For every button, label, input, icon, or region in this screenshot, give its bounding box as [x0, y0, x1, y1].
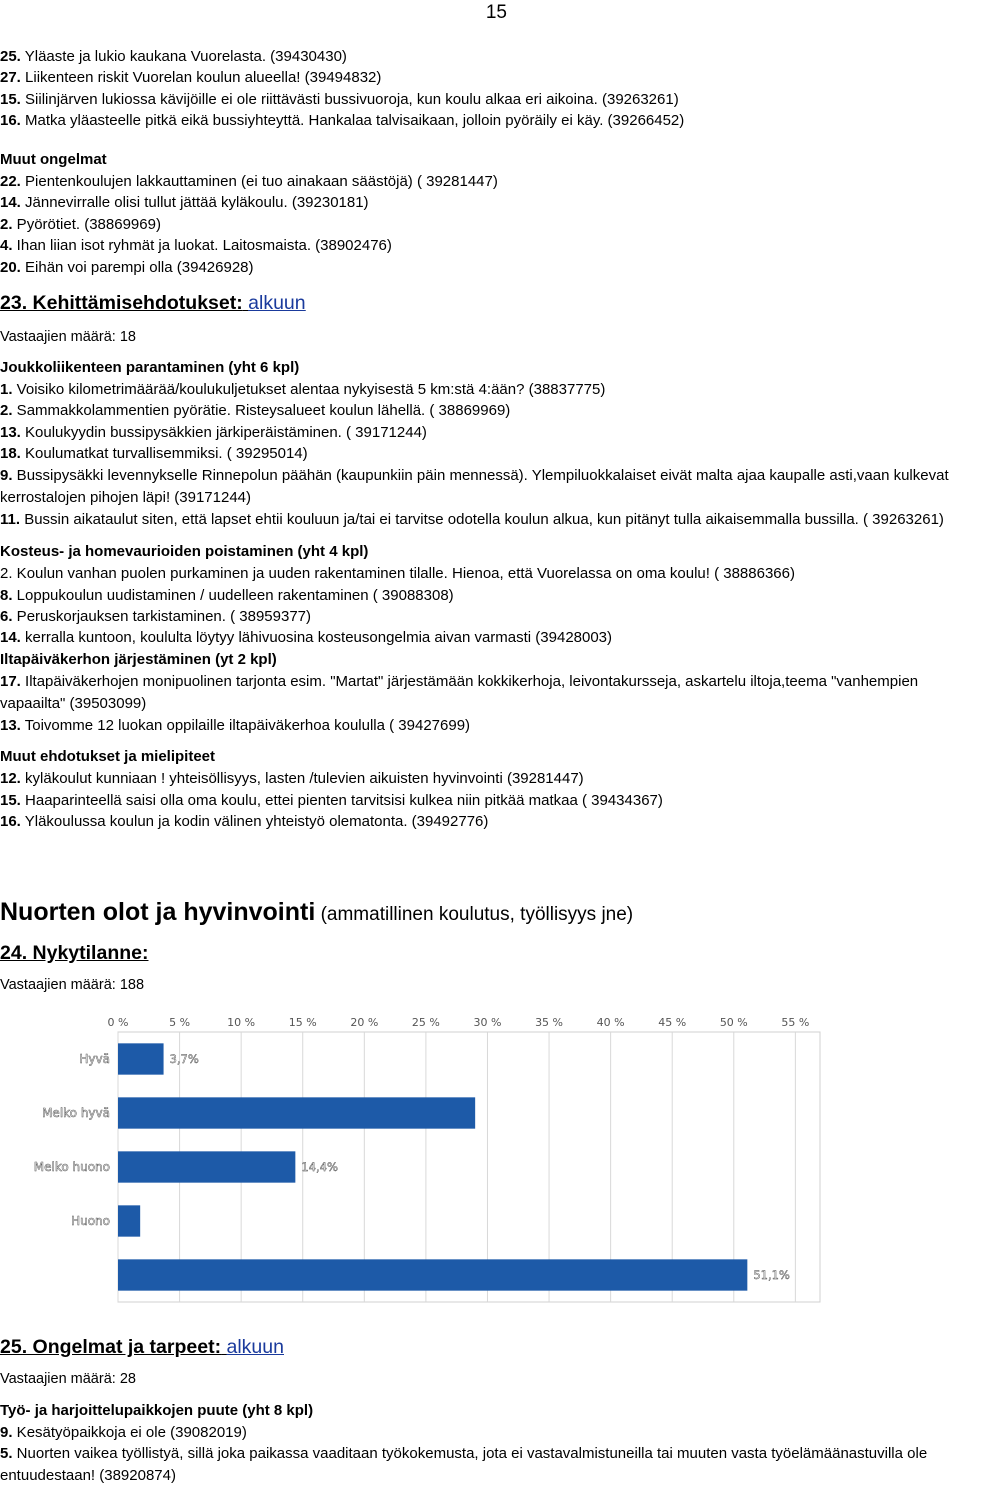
x-tick-label: 25 %	[411, 1016, 440, 1029]
list-item: 2. Koulun vanhan puolen purkaminen ja uuden rakentaminen tilalle. Hienoa, että Vuorelassa on oma koulu! ( 38886366)	[0, 564, 795, 582]
list-item: 2. Sammakkolammentien pyörätie. Risteysalueet koulun lähellä. ( 38869969)	[0, 402, 511, 420]
list-item: 14. kerralla kuntoon, koululta löytyy lähivuosina kosteusongelmia aivan varmasti (39428003)	[0, 629, 613, 647]
page-number: 15	[485, 2, 507, 23]
respondent-count: Vastaajien määrä: 188	[0, 977, 145, 993]
bar	[118, 1205, 140, 1236]
list-item: 6. Peruskorjauksen tarkistaminen. ( 38959377)	[0, 608, 312, 626]
data-label: 3,7%	[169, 1052, 199, 1066]
alkuun-link[interactable]: alkuun	[226, 1336, 284, 1358]
list-item: 5. Nuorten vaikea työllistyä, sillä joka paikassa vaaditaan työkokemusta, jota ei vastavalmistuneilla tai muuten vasta työelämäänastuvilla ole entuudestaan! (38920874)	[0, 1445, 928, 1485]
list-item: 25. Yläaste ja lukio kaukana Vuorelasta. (39430430)	[0, 48, 347, 65]
bar-chart-svg	[33, 1010, 828, 1305]
x-tick-label: 45 %	[658, 1016, 687, 1029]
section-title: Nuorten olot ja hyvinvointi (ammatillinen koulutus, työllisyys jne)	[0, 898, 634, 926]
list-item: 9. Bussipysäkki levennykselle Rinnepolun päähän (kaupunkiin päin mennessä). Ylempiluokkalaiset eivät malta ajaa kaupalle asti,vaan kulkevat kerrostalojen pihojen läpi! (39171244)	[0, 466, 949, 506]
x-tick-label: 50 %	[719, 1016, 748, 1029]
list-item: 22. Pientenkoulujen lakkauttaminen (ei tuo ainakaan säästöjä) ( 39281447)	[0, 173, 498, 190]
list-item: 2. Pyörötiet. (38869969)	[0, 215, 161, 233]
list-item: 11. Bussin aikataulut siten, että lapset ehtii kouluun ja/tai ei tarvitse odotella koulun alkua, kun pitänyt tulla aikaisemmalla bussilla. ( 39263261)	[0, 510, 944, 528]
bar	[118, 1097, 475, 1128]
list-item: 8. Loppukoulun uudistaminen / uudelleen rakentaminen ( 39088308)	[0, 586, 454, 604]
list-item: 9. Kesätyöpaikkoja ei ole (39082019)	[0, 1424, 247, 1441]
q23-section	[0, 290, 960, 832]
category-label: Hyvä	[79, 1052, 110, 1066]
x-tick-label: 15 %	[288, 1016, 317, 1029]
list-item: 20. Eihän voi parempi olla (39426928)	[0, 258, 254, 276]
list-item: 14. Jännevirralle olisi tullut jättää kyläkoulu. (39230181)	[0, 194, 369, 212]
respondent-count: Vastaajien määrä: 28	[0, 1371, 136, 1387]
list-item: 12. kyläkoulut kunniaan ! yhteisöllisyys, lasten /tulevien aikuisten hyvinvointi (39281447)	[0, 770, 584, 788]
list-item: 16. Yläkoulussa koulun ja kodin välinen yhteistyö olematonta. (39492776)	[0, 813, 489, 831]
category-label: Huono	[71, 1214, 110, 1228]
x-tick-label: 5 %	[169, 1016, 191, 1029]
bar	[118, 1151, 295, 1182]
x-tick-label: 40 %	[596, 1016, 625, 1029]
category-label: Melko huono	[33, 1160, 110, 1174]
list-item: 15. Siilinjärven lukiossa kävijöille ei ole riittävästi bussivuoroja, kun koulu alkaa eri aikoina. (39263261)	[0, 90, 679, 108]
x-tick-label: 0 %	[107, 1016, 129, 1029]
group-heading: Iltapäiväkerhon järjestäminen (yt 2 kpl)	[0, 650, 277, 668]
bar	[118, 1043, 164, 1074]
q24-title: 24. Nykytilanne:	[0, 942, 149, 964]
list-item: 17. Iltapäiväkerhojen monipuolinen tarjonta esim. "Martat" järjestämään kokkikerhoja, leivontakursseja, askartelu iltoja,teema "vanhempien vapaailta" (39503099)	[0, 672, 919, 712]
group-heading: Työ- ja harjoittelupaikkojen puute (yht 8 kpl)	[0, 1402, 314, 1419]
list-item: 1. Voisiko kilometrimäärää/koulukuljetukset alentaa nykyisestä 5 km:stä 4:ään? (38837775)	[0, 381, 606, 398]
x-tick-label: 35 %	[535, 1016, 564, 1029]
q25-title: 25. Ongelmat ja tarpeet: alkuun	[0, 1336, 284, 1358]
category-label: Melko hyvä	[42, 1106, 110, 1120]
list-item: 4. Ihan liian isot ryhmät ja luokat. Laitosmaista. (38902476)	[0, 237, 392, 255]
group-heading: Kosteus- ja homevaurioiden poistaminen (yht 4 kpl)	[0, 542, 369, 560]
q25-section	[0, 1334, 960, 1487]
group-heading: Muut ehdotukset ja mielipiteet	[0, 748, 216, 766]
top-items-list	[0, 46, 960, 132]
data-label: 14,4%	[301, 1160, 338, 1174]
list-item: 16. Matka yläasteelle pitkä eikä bussiyhteyttä. Hankalaa talvisaikaan, jolloin pyöräily ei käy. (39266452)	[0, 112, 685, 130]
alkuun-link[interactable]: alkuun	[248, 292, 306, 314]
x-tick-label: 20 %	[350, 1016, 379, 1029]
nykytilanne-chart	[33, 1010, 828, 1305]
x-tick-label: 10 %	[227, 1016, 256, 1029]
respondent-count: Vastaajien määrä: 18	[0, 329, 136, 345]
q24-section	[0, 940, 960, 995]
group-heading: Joukkoliikenteen parantaminen (yht 6 kpl)	[0, 359, 300, 376]
section-heading: Muut ongelmat	[0, 151, 107, 168]
list-item: 27. Liikenteen riskit Vuorelan koulun alueella! (39494832)	[0, 69, 382, 87]
list-item: 18. Koulumatkat turvallisemmiksi. ( 39295014)	[0, 445, 308, 463]
q23-title: 23. Kehittämisehdotukset: alkuun	[0, 292, 306, 314]
x-tick-label: 30 %	[473, 1016, 502, 1029]
data-label: 51,1%	[753, 1268, 790, 1282]
muut-ongelmat-section	[0, 149, 960, 278]
x-tick-label: 55 %	[781, 1016, 810, 1029]
bar	[118, 1259, 747, 1290]
list-item: 13. Toivomme 12 luokan oppilaille iltapäiväkerhoa koululla ( 39427699)	[0, 716, 471, 734]
list-item: 13. Koulukyydin bussipysäkkien järkiperäistäminen. ( 39171244)	[0, 423, 427, 441]
list-item: 15. Haaparinteellä saisi olla oma koulu, ettei pienten tarvitsisi kulkea niin pitkää matkaa ( 39434367)	[0, 791, 663, 809]
